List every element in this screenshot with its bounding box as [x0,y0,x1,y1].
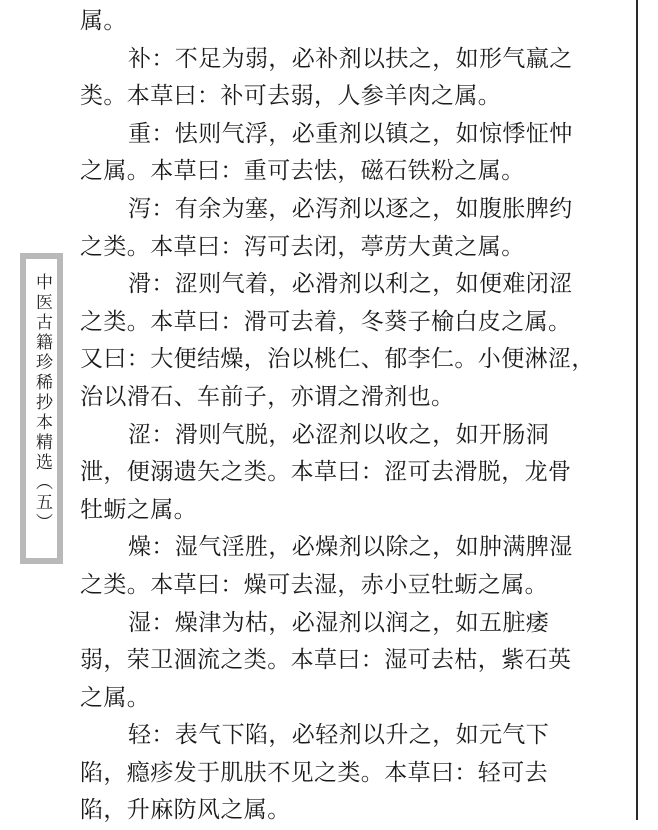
text-line: 牡蛎之属。 [80,496,197,523]
text-line: 陷，瘾疹发于肌肤不见之类。本草曰：轻可去 [80,759,548,786]
text-line: 补：不足为弱，必补剂以扶之，如形气羸之 [128,45,573,72]
text-line: 燥：湿气淫胜，必燥剂以除之，如肿满脾湿 [128,534,573,561]
text-body [80,0,595,830]
text-line: 之类。本草曰：燥可去湿，赤小豆牡蛎之属。 [80,571,548,598]
text-line: 湿：燥津为枯，必湿剂以润之，如五脏痿 [128,609,550,636]
text-line: 类。本草曰：补可去弱，人参羊肉之属。 [80,83,502,110]
text-line: 泻：有余为塞，必泻剂以逐之，如腹胀脾约 [128,195,573,222]
text-line: 涩：滑则气脱，必涩剂以收之，如开肠洞 [128,421,550,448]
text-line: 之属。本草曰：重可去怯，磁石铁粉之属。 [80,158,525,185]
book-series-side-tab [20,253,63,564]
text-line: 之类。本草曰：滑可去着，冬葵子榆白皮之属。 [80,308,572,335]
book-series-title: 中医古籍珍稀抄本精选（五） [32,273,52,533]
text-line: 之属。 [80,684,151,711]
text-line: 泄，便溺遗矢之类。本草曰：涩可去滑脱，龙骨 [80,459,572,486]
text-line: 陷，升麻防风之属。 [80,797,291,824]
text-line: 重：怯则气浮，必重剂以镇之，如惊悸怔忡 [128,120,573,147]
text-line: 滑：涩则气着，必滑剂以利之，如便难闭涩 [128,271,573,298]
text-line: 治以滑石、车前子，亦谓之滑剂也。 [80,383,455,410]
text-line: 弱，荣卫涸流之类。本草曰：湿可去枯，紫石英 [80,647,572,674]
text-line: 又曰：大便结燥，治以桃仁、郁李仁。小便淋涩， [80,346,595,373]
page-edge-rule [636,0,638,820]
text-line: 轻：表气下陷，必轻剂以升之，如元气下 [128,722,550,749]
text-line: 之类。本草曰：泻可去闭，葶苈大黄之属。 [80,233,525,260]
text-line: 属。 [80,8,127,34]
